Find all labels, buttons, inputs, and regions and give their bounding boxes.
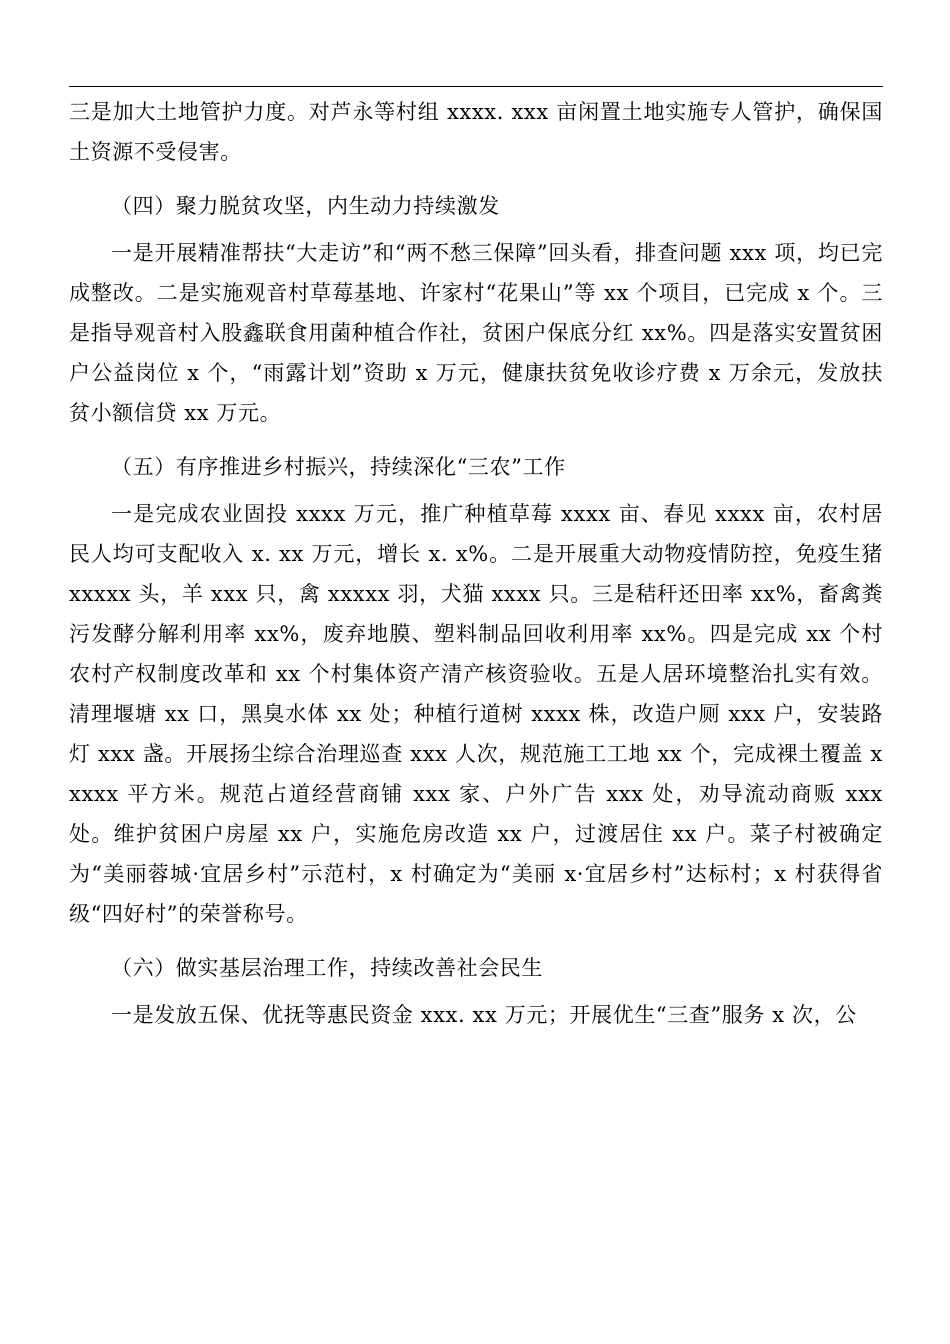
paragraph-poverty-alleviation: 一是开展精准帮扶“大走访”和“两不愁三保障”回头看，排查问题 xxx 项，均已完成整改。二是实施观音村草莓基地、许家村“花果山”等 xx 个项目，已完成 x 个。三是指导观音村入股鑫联食用菌种植合作社，贫困户保底分红 xx%。四是落实安置贫困户公益岗位 x 个，“雨露计划”资助 x 万元，健康扶贫免收诊疗费 x 万余元，发放扶贫小额信贷 xx 万元。 bbox=[69, 241, 883, 425]
paragraph-land-protection: 三是加大土地管护力度。对芦永等村组 xxxx. xxx 亩闲置土地实施专人管护，确保国土资源不受侵害。 bbox=[69, 100, 883, 164]
paragraph-rural-revitalization: 一是完成农业固投 xxxx 万元，推广种植草莓 xxxx 亩、春见 xxxx 亩，农村居民人均可支配收入 x. xx 万元，增长 x. x%。二是开展重大动物疫情防控，免疫生猪 xxxxx 头，羊 xxx 只，禽 xxxxx 羽，犬猫 xxxx 只。三是秸秆还田率 xx%，畜禽粪污发酵分解利用率 xx%，废弃地膜、塑料制品回收利用率 xx%。四是完成 xx 个村农村产权制度改革和 xx 个村集体资产清产核资验收。五是人居环境整治扎实有效。清理堰塘 xx 口，黑臭水体 xx 处；种植行道树 xxxx 株，改造户厕 xxx 户，安装路灯 xxx 盏。开展扬尘综合治理巡查 xxx 人次，规范施工工地 xx 个，完成裸土覆盖 xxxxx 平方米。规范占道经营商铺 xxx 家、户外广告 xxx 处，劝导流动商贩 xxx 处。维护贫困户房屋 xx 户，实施危房改造 xx 户，过渡居住 xx 户。菜子村被确定为“美丽蓉城·宜居乡村”示范村，x 村确定为“美丽 x·宜居乡村”达标村；x 村获得省级“四好村”的荣誉称号。 bbox=[69, 502, 883, 926]
section-heading-6: （六）做实基层治理工作，持续改善社会民生 bbox=[111, 956, 543, 980]
document-body bbox=[69, 92, 883, 1035]
header-rule bbox=[69, 86, 883, 87]
paragraph-social-welfare: 一是发放五保、优抚等惠民资金 xxx. xx 万元；开展优生“三查”服务 x 次，公 bbox=[111, 1003, 857, 1027]
section-heading-4: （四）聚力脱贫攻坚，内生动力持续激发 bbox=[111, 194, 500, 218]
section-heading-5: （五）有序推进乡村振兴，持续深化“三农”工作 bbox=[111, 455, 566, 479]
